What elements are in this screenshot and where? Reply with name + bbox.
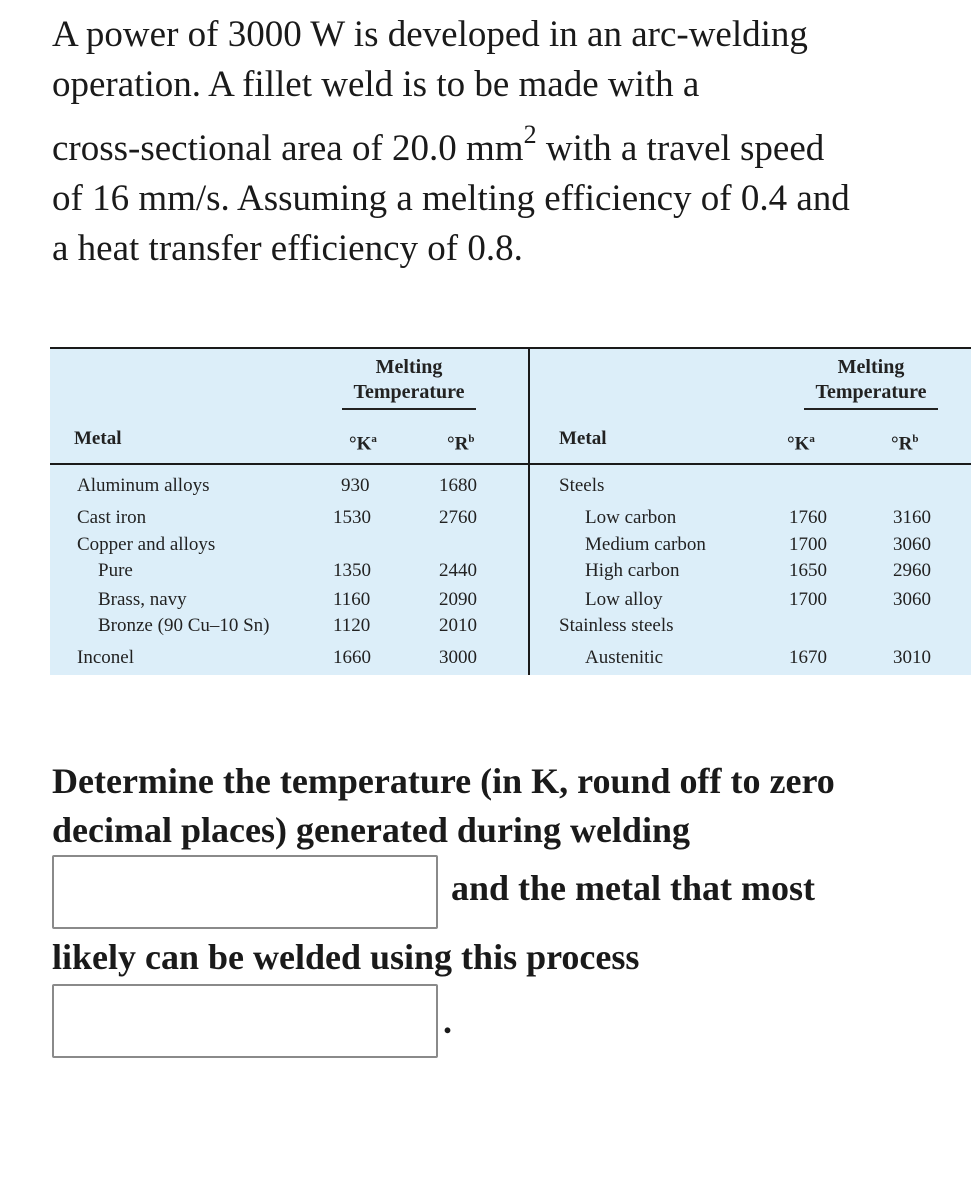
temperature-answer-input[interactable] — [52, 855, 438, 929]
metal-name: Copper and alloys — [77, 534, 216, 555]
table-center-divider — [528, 347, 530, 675]
rankine-value: 2010 — [439, 615, 477, 636]
kelvin-value: 1120 — [333, 615, 371, 636]
metal-name: Low carbon — [585, 507, 677, 528]
kelvin-column-header: $^\circ K^a$ — [787, 433, 815, 455]
metal-name: Brass, navy — [98, 589, 187, 610]
rankine-value: 2090 — [439, 589, 477, 610]
question-line: decimal places) generated during welding — [52, 810, 690, 850]
metal-column-header: Metal — [74, 428, 122, 449]
rankine-value: 3000 — [439, 647, 477, 668]
kelvin-value: 1660 — [333, 647, 371, 668]
metal-column-header: Metal — [559, 428, 607, 449]
kelvin-column-header: $^\circ K^a$ — [349, 433, 377, 455]
problem-line-text: cross-sectional area of 20.0 mm — [52, 128, 524, 169]
sentence-period: . — [443, 1001, 452, 1041]
kelvin-value: 930 — [341, 475, 370, 496]
melting-temperature-table — [50, 347, 971, 675]
rankine-value: 2960 — [893, 560, 931, 581]
melting-header: Melting — [837, 356, 905, 378]
metal-name: Steels — [559, 475, 605, 496]
problem-line — [52, 119, 952, 174]
metal-name: High carbon — [585, 560, 680, 581]
problem-line: of 16 mm/s. Assuming a melting efficiency of 0.4 and — [52, 178, 850, 219]
metal-name: Pure — [98, 560, 133, 581]
metal-name: Aluminum alloys — [77, 475, 210, 496]
kelvin-value: 1700 — [789, 589, 827, 610]
kelvin-value: 1350 — [333, 560, 371, 581]
rankine-value: 2440 — [439, 560, 477, 581]
kelvin-value: 1650 — [789, 560, 827, 581]
question-line: and the metal that most — [451, 868, 815, 908]
problem-line: A power of 3000 W is developed in an arc-welding — [52, 14, 808, 55]
rankine-column-header: $^\circ R^b$ — [891, 433, 919, 455]
rankine-value: 3160 — [893, 507, 931, 528]
rankine-value: 3010 — [893, 647, 931, 668]
header-underline — [342, 408, 476, 410]
rankine-value: 3060 — [893, 534, 931, 555]
problem-line: a heat transfer efficiency of 0.8. — [52, 228, 523, 269]
problem-line-text: with a travel speed — [536, 128, 825, 169]
temperature-header: Temperature — [815, 381, 927, 403]
problem-line: operation. A fillet weld is to be made with a — [52, 64, 700, 105]
metal-name: Bronze (90 Cu–10 Sn) — [98, 615, 270, 636]
melting-header: Melting — [375, 356, 443, 378]
temperature-header: Temperature — [353, 381, 465, 403]
metal-name: Inconel — [77, 647, 134, 668]
kelvin-value: 1530 — [333, 507, 371, 528]
question-line: likely can be welded using this process — [52, 937, 640, 977]
kelvin-value: 1760 — [789, 507, 827, 528]
kelvin-value: 1700 — [789, 534, 827, 555]
metal-name: Stainless steels — [559, 615, 674, 636]
metal-name: Medium carbon — [585, 534, 706, 555]
rankine-value: 2760 — [439, 507, 477, 528]
metal-name: Austenitic — [585, 647, 664, 668]
problem-statement — [52, 10, 952, 274]
metal-answer-input[interactable] — [52, 984, 438, 1058]
rankine-value: 1680 — [439, 475, 477, 496]
metal-name: Cast iron — [77, 507, 147, 528]
header-underline — [804, 408, 938, 410]
table-top-rule — [50, 347, 971, 349]
table-header-rule — [50, 463, 971, 465]
question-line: Determine the temperature (in K, round off to zero — [52, 761, 835, 801]
rankine-column-header: $^\circ R^b$ — [447, 433, 475, 455]
squared-superscript: 2 — [523, 119, 537, 149]
rankine-value: 3060 — [893, 589, 931, 610]
kelvin-value: 1160 — [333, 589, 371, 610]
metal-name: Low alloy — [585, 589, 663, 610]
kelvin-value: 1670 — [789, 647, 827, 668]
